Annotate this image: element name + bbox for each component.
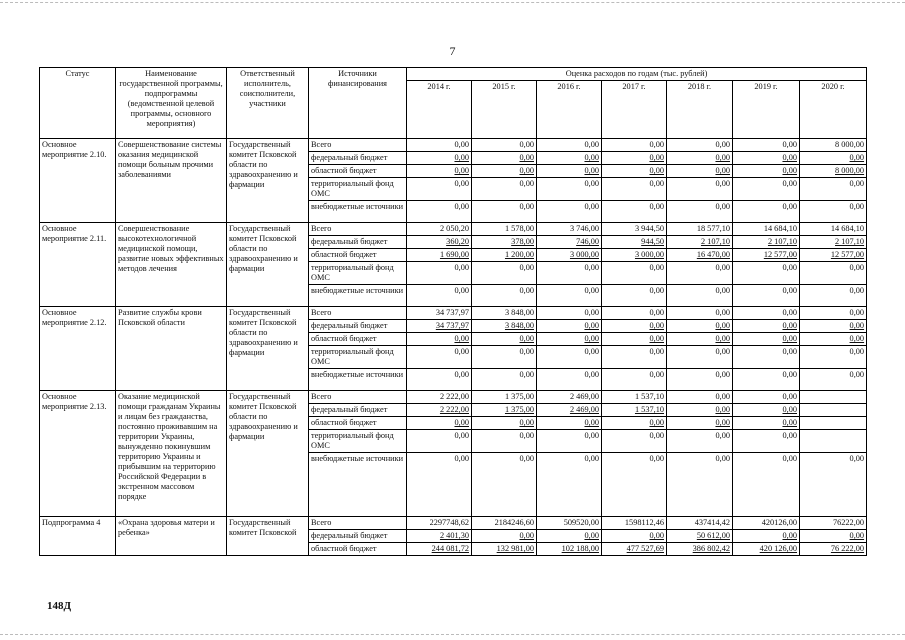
cell-value: 2 222,00 xyxy=(407,391,472,404)
cell-value: 2 222,00 xyxy=(407,404,472,417)
cell-source: федеральный бюджет xyxy=(309,236,407,249)
cell-value: 509520,00 xyxy=(537,517,602,530)
cell-value: 0,00 xyxy=(667,165,733,178)
cell-source: внебюджетные источники xyxy=(309,453,407,517)
cell-value: 0,00 xyxy=(800,346,867,369)
cell-value: 0,00 xyxy=(733,346,800,369)
cell-value: 0,00 xyxy=(667,320,733,333)
cell-value: 18 577,10 xyxy=(667,223,733,236)
cell-executor: Государственный комитет Псковской области по здравоохранению и фармации xyxy=(227,223,309,307)
cell-value: 477 527,69 xyxy=(602,543,667,556)
cell-value: 0,00 xyxy=(733,453,800,517)
cell-value: 0,00 xyxy=(800,307,867,320)
cell-value: 16 470,00 xyxy=(667,249,733,262)
cell-value: 2 050,20 xyxy=(407,223,472,236)
cell-source: федеральный бюджет xyxy=(309,404,407,417)
cell-value: 0,00 xyxy=(602,333,667,346)
cell-source: Всего xyxy=(309,139,407,152)
cell-source: Всего xyxy=(309,391,407,404)
cell-value: 2 107,10 xyxy=(800,236,867,249)
cell-value: 0,00 xyxy=(537,530,602,543)
cell-source: Всего xyxy=(309,223,407,236)
document-code: 148Д xyxy=(47,600,72,612)
header-executor: Ответственный исполнитель, соисполнители, участники xyxy=(227,68,309,139)
cell-value: 0,00 xyxy=(602,165,667,178)
cell-value: 0,00 xyxy=(407,165,472,178)
cell-value: 2 107,10 xyxy=(667,236,733,249)
cell-value: 0,00 xyxy=(602,530,667,543)
header-estimate: Оценка расходов по годам (тыс. рублей) xyxy=(407,68,867,81)
cell-source: федеральный бюджет xyxy=(309,320,407,333)
cell-value: 0,00 xyxy=(733,369,800,391)
cell-value: 0,00 xyxy=(667,333,733,346)
cell-value: 0,00 xyxy=(602,285,667,307)
cell-value: 0,00 xyxy=(537,201,602,223)
cell-value: 0,00 xyxy=(733,152,800,165)
cell-name: Совершенствование высокотехнологичной медицинской помощи, развитие новых эффективных методов лечения xyxy=(116,223,227,307)
cell-value: 1 537,10 xyxy=(602,404,667,417)
cell-value: 1 690,00 xyxy=(407,249,472,262)
cell-value: 2 107,10 xyxy=(733,236,800,249)
cell-source: Всего xyxy=(309,307,407,320)
page-number: 7 xyxy=(449,44,456,58)
table-header xyxy=(40,68,867,139)
cell-value: 0,00 xyxy=(602,262,667,285)
cell-value: 0,00 xyxy=(733,417,800,430)
cell-value: 34 737,97 xyxy=(407,320,472,333)
cell-value: 3 848,00 xyxy=(472,307,537,320)
scan-edge-top xyxy=(0,2,905,3)
cell-value: 0,00 xyxy=(407,262,472,285)
cell-value: 0,00 xyxy=(602,320,667,333)
cell-value: 0,00 xyxy=(602,417,667,430)
header-year: 2020 г. xyxy=(800,81,867,139)
cell-value: 0,00 xyxy=(667,139,733,152)
cell-value: 0,00 xyxy=(733,165,800,178)
cell-value: 0,00 xyxy=(667,346,733,369)
cell-value: 0,00 xyxy=(537,165,602,178)
header-year: 2018 г. xyxy=(667,81,733,139)
cell-value: 0,00 xyxy=(537,178,602,201)
cell-value: 0,00 xyxy=(733,430,800,453)
header-sources: Источники финансирования xyxy=(309,68,407,139)
cell-value: 0,00 xyxy=(800,262,867,285)
cell-value: 0,00 xyxy=(472,165,537,178)
cell-value: 0,00 xyxy=(472,417,537,430)
cell-source: внебюджетные источники xyxy=(309,201,407,223)
cell-value: 0,00 xyxy=(537,417,602,430)
cell-value: 244 081,72 xyxy=(407,543,472,556)
cell-value: 8 000,00 xyxy=(800,165,867,178)
cell-source: территориальный фонд ОМС xyxy=(309,262,407,285)
header-year: 2019 г. xyxy=(733,81,800,139)
cell-value: 0,00 xyxy=(800,320,867,333)
cell-value: 0,00 xyxy=(800,152,867,165)
cell-value: 0,00 xyxy=(472,346,537,369)
cell-value xyxy=(800,391,867,404)
cell-value: 386 802,42 xyxy=(667,543,733,556)
cell-value: 437414,42 xyxy=(667,517,733,530)
cell-value: 0,00 xyxy=(667,391,733,404)
cell-value: 2 469,00 xyxy=(537,391,602,404)
cell-status: Основное мероприятие 2.10. xyxy=(40,139,116,223)
cell-value: 420126,00 xyxy=(733,517,800,530)
cell-value: 0,00 xyxy=(602,152,667,165)
cell-value: 76 222,00 xyxy=(800,543,867,556)
cell-value: 0,00 xyxy=(472,333,537,346)
header-year: 2017 г. xyxy=(602,81,667,139)
cell-source: областной бюджет xyxy=(309,249,407,262)
table-body xyxy=(40,139,867,556)
cell-source: территориальный фонд ОМС xyxy=(309,346,407,369)
cell-value xyxy=(800,430,867,453)
cell-value: 0,00 xyxy=(602,430,667,453)
cell-value: 132 981,00 xyxy=(472,543,537,556)
cell-value: 0,00 xyxy=(537,307,602,320)
cell-name: Оказание медицинской помощи гражданам Украины и лицам без гражданства, постоянно проживавшим на территории Украины, вынужденно покинувшим территорию Украины и прибывшим на территорию Российской Федерации в экстренном массовом порядке xyxy=(116,391,227,517)
cell-value: 0,00 xyxy=(800,369,867,391)
expenditure-table xyxy=(39,67,867,556)
cell-status: Основное мероприятие 2.13. xyxy=(40,391,116,517)
cell-value: 0,00 xyxy=(800,530,867,543)
cell-value: 0,00 xyxy=(733,285,800,307)
cell-executor: Государственный комитет Псковской xyxy=(227,517,309,556)
cell-value: 0,00 xyxy=(472,262,537,285)
cell-value: 0,00 xyxy=(800,178,867,201)
cell-value: 0,00 xyxy=(667,178,733,201)
cell-value: 0,00 xyxy=(472,285,537,307)
cell-value: 3 000,00 xyxy=(537,249,602,262)
cell-value: 0,00 xyxy=(407,152,472,165)
cell-value: 0,00 xyxy=(667,285,733,307)
cell-value: 0,00 xyxy=(667,404,733,417)
cell-value: 3 848,00 xyxy=(472,320,537,333)
cell-value: 0,00 xyxy=(537,285,602,307)
cell-value: 0,00 xyxy=(667,453,733,517)
cell-value: 0,00 xyxy=(537,152,602,165)
cell-value xyxy=(800,404,867,417)
cell-value: 0,00 xyxy=(407,139,472,152)
cell-value: 1 200,00 xyxy=(472,249,537,262)
cell-value: 0,00 xyxy=(537,262,602,285)
cell-value: 0,00 xyxy=(537,139,602,152)
cell-value: 1 537,10 xyxy=(602,391,667,404)
cell-value: 0,00 xyxy=(733,262,800,285)
cell-status: Подпрограмма 4 xyxy=(40,517,116,556)
cell-value: 0,00 xyxy=(472,453,537,517)
cell-status: Основное мероприятие 2.11. xyxy=(40,223,116,307)
cell-value: 14 684,10 xyxy=(733,223,800,236)
cell-value: 360,20 xyxy=(407,236,472,249)
cell-value: 420 126,00 xyxy=(733,543,800,556)
cell-value: 0,00 xyxy=(733,139,800,152)
cell-value: 0,00 xyxy=(800,285,867,307)
cell-value: 3 746,00 xyxy=(537,223,602,236)
cell-executor: Государственный комитет Псковской области по здравоохранению и фармации xyxy=(227,391,309,517)
cell-value: 3 000,00 xyxy=(602,249,667,262)
header-status: Статус xyxy=(40,68,116,139)
cell-value: 0,00 xyxy=(407,453,472,517)
cell-value: 14 684,10 xyxy=(800,223,867,236)
cell-value: 0,00 xyxy=(602,307,667,320)
cell-value: 378,00 xyxy=(472,236,537,249)
cell-source: областной бюджет xyxy=(309,333,407,346)
cell-value: 0,00 xyxy=(407,201,472,223)
cell-value: 0,00 xyxy=(800,453,867,517)
cell-value: 0,00 xyxy=(602,369,667,391)
cell-value: 0,00 xyxy=(537,333,602,346)
cell-value: 0,00 xyxy=(667,152,733,165)
cell-value: 0,00 xyxy=(537,430,602,453)
cell-value: 0,00 xyxy=(602,346,667,369)
header-year: 2016 г. xyxy=(537,81,602,139)
cell-value: 0,00 xyxy=(407,430,472,453)
cell-value: 8 000,00 xyxy=(800,139,867,152)
cell-value: 1 375,00 xyxy=(472,404,537,417)
cell-value: 0,00 xyxy=(800,333,867,346)
cell-value: 0,00 xyxy=(407,285,472,307)
cell-value: 12 577,00 xyxy=(800,249,867,262)
cell-value: 0,00 xyxy=(472,369,537,391)
cell-value: 0,00 xyxy=(407,417,472,430)
header-name: Наименование государственной программы, подпрограммы (ведомственной целевой программы, основного мероприятия) xyxy=(116,68,227,139)
table-row xyxy=(40,391,867,404)
cell-value: 0,00 xyxy=(407,333,472,346)
cell-name: Развитие службы крови Псковской области xyxy=(116,307,227,391)
table-row xyxy=(40,307,867,320)
cell-value: 0,00 xyxy=(733,404,800,417)
cell-value: 1 375,00 xyxy=(472,391,537,404)
cell-value: 2 401,30 xyxy=(407,530,472,543)
cell-value: 944,50 xyxy=(602,236,667,249)
cell-name: Совершенствование системы оказания медицинской помощи больным прочими заболеваниями xyxy=(116,139,227,223)
cell-value: 34 737,97 xyxy=(407,307,472,320)
cell-value: 0,00 xyxy=(602,139,667,152)
cell-value: 0,00 xyxy=(407,178,472,201)
cell-value: 0,00 xyxy=(407,346,472,369)
cell-value: 0,00 xyxy=(537,346,602,369)
cell-value: 0,00 xyxy=(472,430,537,453)
cell-value: 0,00 xyxy=(407,369,472,391)
cell-executor: Государственный комитет Псковской области по здравоохранению и фармации xyxy=(227,307,309,391)
cell-value: 0,00 xyxy=(733,530,800,543)
cell-value: 0,00 xyxy=(472,530,537,543)
table-row xyxy=(40,517,867,530)
cell-value: 0,00 xyxy=(667,307,733,320)
cell-value: 0,00 xyxy=(667,417,733,430)
cell-source: федеральный бюджет xyxy=(309,530,407,543)
cell-value: 0,00 xyxy=(733,307,800,320)
cell-value: 12 577,00 xyxy=(733,249,800,262)
cell-value: 0,00 xyxy=(733,391,800,404)
cell-name: «Охрана здоровья матери и ребенка» xyxy=(116,517,227,556)
cell-value: 50 612,00 xyxy=(667,530,733,543)
cell-value: 1 578,00 xyxy=(472,223,537,236)
cell-value: 0,00 xyxy=(472,139,537,152)
cell-value: 0,00 xyxy=(472,201,537,223)
cell-source: внебюджетные источники xyxy=(309,369,407,391)
cell-value: 0,00 xyxy=(733,201,800,223)
cell-value: 3 944,50 xyxy=(602,223,667,236)
cell-value: 2297748,62 xyxy=(407,517,472,530)
cell-value: 0,00 xyxy=(472,178,537,201)
cell-value: 0,00 xyxy=(602,178,667,201)
cell-value: 0,00 xyxy=(733,333,800,346)
cell-source: областной бюджет xyxy=(309,543,407,556)
cell-value: 746,00 xyxy=(537,236,602,249)
cell-value: 0,00 xyxy=(667,430,733,453)
cell-source: территориальный фонд ОМС xyxy=(309,178,407,201)
cell-status: Основное мероприятие 2.12. xyxy=(40,307,116,391)
header-year: 2015 г. xyxy=(472,81,537,139)
cell-value xyxy=(800,417,867,430)
cell-value: 0,00 xyxy=(602,201,667,223)
cell-value: 0,00 xyxy=(733,178,800,201)
cell-value: 0,00 xyxy=(602,453,667,517)
cell-value: 0,00 xyxy=(537,320,602,333)
cell-value: 0,00 xyxy=(667,201,733,223)
cell-value: 102 188,00 xyxy=(537,543,602,556)
table-row xyxy=(40,139,867,152)
cell-source: областной бюджет xyxy=(309,165,407,178)
cell-value: 1598112,46 xyxy=(602,517,667,530)
cell-value: 0,00 xyxy=(667,262,733,285)
cell-value: 0,00 xyxy=(537,369,602,391)
cell-value: 2 469,00 xyxy=(537,404,602,417)
cell-executor: Государственный комитет Псковской области по здравоохранению и фармации xyxy=(227,139,309,223)
cell-source: федеральный бюджет xyxy=(309,152,407,165)
cell-value: 76222,00 xyxy=(800,517,867,530)
table-row xyxy=(40,223,867,236)
cell-value: 0,00 xyxy=(800,201,867,223)
scan-edge-bottom xyxy=(0,634,905,635)
cell-value: 0,00 xyxy=(472,152,537,165)
cell-value: 0,00 xyxy=(733,320,800,333)
cell-source: областной бюджет xyxy=(309,417,407,430)
cell-source: Всего xyxy=(309,517,407,530)
cell-value: 0,00 xyxy=(667,369,733,391)
header-year: 2014 г. xyxy=(407,81,472,139)
cell-value: 2184246,60 xyxy=(472,517,537,530)
cell-source: внебюджетные источники xyxy=(309,285,407,307)
cell-source: территориальный фонд ОМС xyxy=(309,430,407,453)
cell-value: 0,00 xyxy=(537,453,602,517)
